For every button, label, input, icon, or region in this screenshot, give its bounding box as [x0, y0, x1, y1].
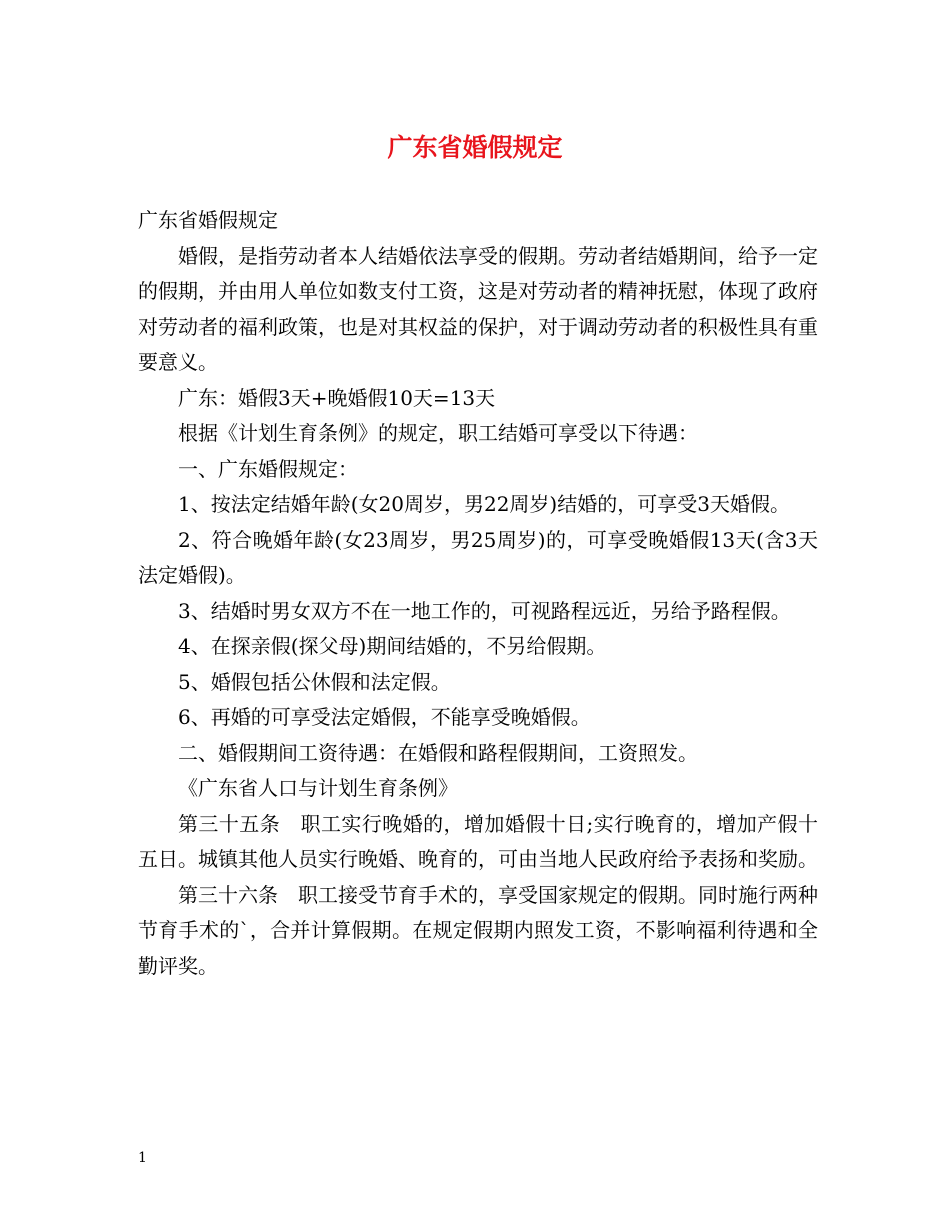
document-title: 广东省婚假规定 — [387, 133, 563, 162]
paragraph-regulation-name: 《广东省人口与计划生育条例》 — [178, 776, 458, 800]
page-number: 1 — [138, 1150, 147, 1166]
list-item-6: 6、再婚的可享受法定婚假，不能享受晚婚假。 — [178, 705, 591, 729]
section-heading: 广东省婚假规定 — [138, 208, 278, 232]
document-body — [138, 203, 818, 984]
paragraph-article-35: 第三十五条 职工实行晚婚的，增加婚假十日;实行晚育的，增加产假十五日。城镇其他人员实行晚婚、晚育的，可由当地人民政府给予表扬和奖励。 — [138, 811, 818, 871]
paragraph-article-36: 第三十六条 职工接受节育手术的，享受国家规定的假期。同时施行两种节育手术的`，合并计算假期。在规定假期内照发工资，不影响福利待遇和全勤评奖。 — [138, 882, 818, 978]
list-item-3: 3、结婚时男女双方不在一地工作的，可视路程远近，另给予路程假。 — [178, 598, 791, 623]
list-item-5: 5、婚假包括公休假和法定假。 — [178, 669, 451, 694]
list-item-2: 2、符合晚婚年龄(女23周岁，男25周岁)的，可享受晚婚假13天(含3天法定婚假)。 — [138, 527, 818, 587]
paragraph-regulation-intro: 根据《计划生育条例》的规定，职工结婚可享受以下待遇： — [178, 421, 698, 445]
list-item-4: 4、在探亲假(探父母)期间结婚的，不另给假期。 — [178, 634, 607, 658]
paragraph-section-two: 二、婚假期间工资待遇：在婚假和路程假期间，工资照发。 — [178, 740, 698, 765]
list-item-1: 1、按法定结婚年龄(女20周岁，男22周岁)结婚的，可享受3天婚假。 — [178, 492, 790, 516]
paragraph-section-one: 一、广东婚假规定： — [178, 456, 358, 481]
paragraph-definition: 婚假，是指劳动者本人结婚依法享受的假期。劳动者结婚期间，给予一定的假期，并由用人单位如数支付工资，这是对劳动者的精神抚慰，体现了政府对劳动者的福利政策，也是对其权益的保护，对于调动劳动者的积极性具有重要意义。 — [138, 243, 818, 374]
paragraph-guangdong-summary: 广东：婚假3天+晚婚假10天=13天 — [178, 385, 496, 410]
